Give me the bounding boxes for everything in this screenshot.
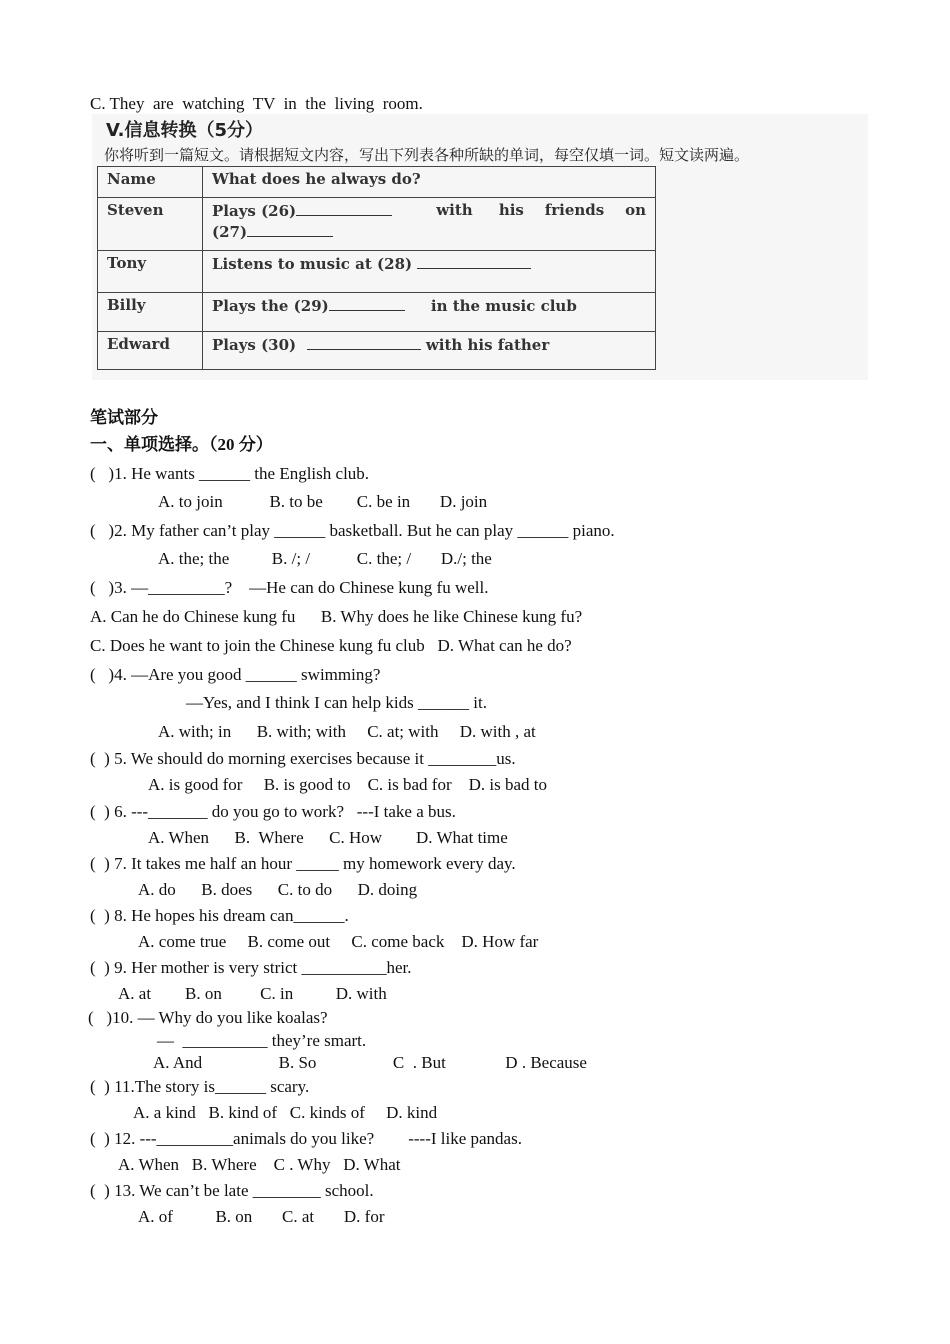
question-2: ( )2. My father can’t play ______ basketball. But he can play ______ piano. [90,521,615,540]
row-text: with his friends on [436,201,646,219]
question-3-options-cd: C. Does he want to join the Chinese kung fu club D. What can he do? [90,636,572,655]
question-10-options: A. And B. So C . But D . Because [153,1053,587,1072]
table-row [98,251,656,293]
part1-title: 一、单项选择。（20 分） [90,435,273,454]
table-row [98,167,656,198]
header-question: What does he always do? [203,167,656,198]
question-5-options: A. is good for B. is good to C. is bad for D. is bad to [148,775,548,794]
info-table [97,166,656,370]
row-name: Steven [98,198,203,251]
question-13-options: A. of B. on C. at D. for [138,1207,385,1226]
row-answer [203,251,656,293]
question-5: ( ) 5. We should do morning exercises because it ________us. [90,749,516,768]
table-row [98,293,656,332]
question-9: ( ) 9. Her mother is very strict __________her. [90,958,412,977]
section-instruction: 你将听到一篇短文。请根据短文内容，写出下列表各种所缺的单词，每空仅填一词。短文读两遍。 [104,146,750,164]
row-name: Edward [98,332,203,370]
row-text: Plays the (29) [212,297,329,315]
info-transfer-section [92,114,868,380]
question-6: ( ) 6. ---_______ do you go to work? ---I take a bus. [90,802,456,821]
answer-blank-30[interactable] [307,335,421,350]
row-text: Plays (30) [212,336,297,354]
question-8: ( ) 8. He hopes his dream can______. [90,906,349,925]
question-1-options: A. to join B. to be C. be in D. join [158,492,488,511]
row-text: with his father [425,336,550,354]
written-part-heading: 笔试部分 [90,408,158,427]
row-answer [203,293,656,332]
question-3: ( )3. —_________? —He can do Chinese kung fu well. [90,578,489,597]
question-1: ( )1. He wants ______ the English club. [90,464,370,483]
row-text: in the music club [430,297,577,315]
question-12: ( ) 12. ---_________animals do you like? ----I like pandas. [90,1129,522,1148]
question-10: ( )10. — Why do you like koalas? [88,1008,328,1027]
question-10-reply: — __________ they’re smart. [157,1031,367,1050]
question-4-reply: —Yes, and I think I can help kids ______ it. [186,693,487,712]
question-3-options-ab: A. Can he do Chinese kung fu B. Why does he like Chinese kung fu? [90,607,583,626]
row-answer [203,198,656,251]
answer-blank-26[interactable] [296,201,392,216]
row-text: Listens to music at (28) [212,255,413,273]
question-2-options: A. the; the B. /; / C. the; / D./; the [158,549,492,568]
row-text: (27) [212,223,248,241]
answer-blank-27[interactable] [247,222,333,237]
table-row [98,332,656,370]
question-4-options: A. with; in B. with; with C. at; with D. with , at [158,722,536,741]
row-name: Tony [98,251,203,293]
table-row [98,198,656,251]
question-6-options: A. When B. Where C. How D. What time [148,828,508,847]
answer-blank-28[interactable] [417,254,531,269]
row-name: Billy [98,293,203,332]
section-title: V.信息转换（5分） [106,120,263,141]
row-answer [203,332,656,370]
row-text: Plays (26) [212,202,297,220]
question-13: ( ) 13. We can’t be late ________ school. [90,1181,374,1200]
question-12-options: A. When B. Where C . Why D. What [118,1155,401,1174]
listening-option-c: C. They are watching TV in the living room. [90,94,423,113]
question-8-options: A. come true B. come out C. come back D. How far [138,932,539,951]
header-name: Name [98,167,203,198]
answer-blank-29[interactable] [329,296,405,311]
question-11-options: A. a kind B. kind of C. kinds of D. kind [133,1103,438,1122]
question-11: ( ) 11.The story is______ scary. [90,1077,310,1096]
question-7-options: A. do B. does C. to do D. doing [138,880,418,899]
question-4: ( )4. —Are you good ______ swimming? [90,665,381,684]
question-9-options: A. at B. on C. in D. with [118,984,387,1003]
question-7: ( ) 7. It takes me half an hour _____ my homework every day. [90,854,516,873]
